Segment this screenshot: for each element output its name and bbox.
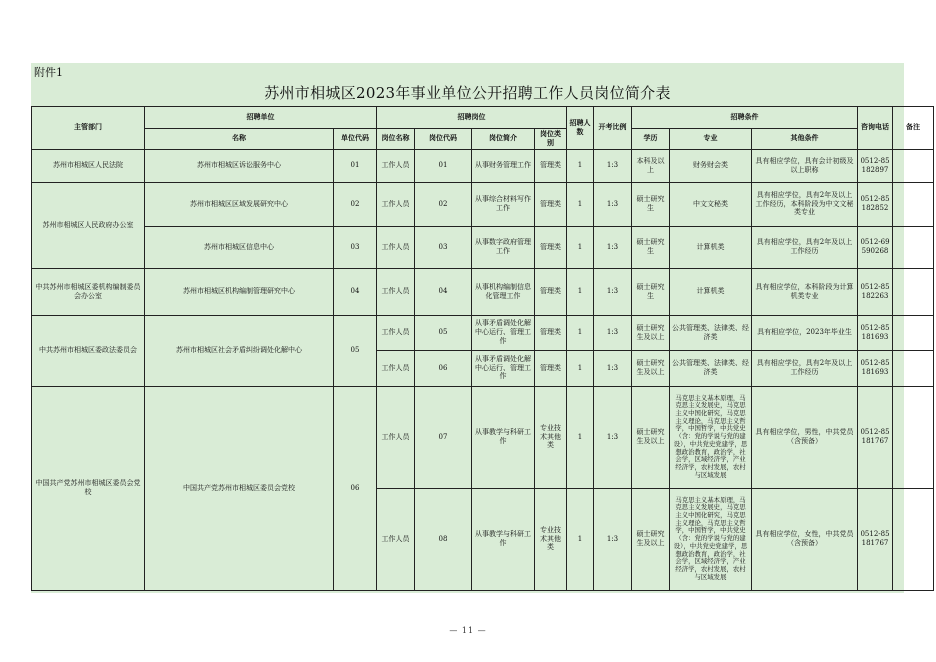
header-unit-group: 招聘单位 [145, 107, 377, 129]
cell-ratio: 1:3 [594, 226, 632, 268]
cell-dept: 中共苏州市相城区委政法委员会 [32, 315, 145, 386]
cell-remark [893, 226, 934, 268]
cell-unit-name: 中国共产党苏州市相城区委员会党校 [145, 386, 334, 590]
cell-post-type: 管理类 [535, 268, 567, 315]
cell-post-type: 专业技术其他类 [535, 488, 567, 590]
table-row [32, 315, 934, 350]
cell-major: 财务财会类 [670, 149, 752, 182]
cell-other: 具有相应学位，具有2年及以上工作经历 [752, 350, 858, 386]
cell-post-name: 工作人员 [377, 268, 415, 315]
cell-post-name: 工作人员 [377, 149, 415, 182]
cell-other: 具有相应学位，2023年毕业生 [752, 315, 858, 350]
cell-other: 具有相应学位，本科阶段为计算机类专业 [752, 268, 858, 315]
cell-count: 1 [567, 488, 594, 590]
cell-major: 马克思主义基本原理，马克思主义发展史，马克思主义中国化研究，马克思主义理论，马克思主义哲学，中国哲学，中共党史（含：党的学说与党的建设），中共党史党建学，思想政治教育，政治学，社会学，区域经济学，产业经济学，农村发展，农村与区域发展 [670, 488, 752, 590]
cell-unit-code: 04 [334, 268, 377, 315]
page-number: — 11 — [449, 626, 487, 635]
cell-major: 马克思主义基本原理，马克思主义发展史，马克思主义中国化研究，马克思主义理论，马克思主义哲学，中国哲学，中共党史（含：党的学说与党的建设），中共党史党建学，思想政治教育，政治学，社会学，区域经济学，产业经济学，农村发展，农村与区域发展 [670, 386, 752, 488]
cell-major: 公共管理类、法律类、经济类 [670, 350, 752, 386]
cell-unit-name: 苏州市相城区区域发展研究中心 [145, 182, 334, 226]
cell-dept: 中共苏州市相城区委机构编制委员会办公室 [32, 268, 145, 315]
cell-post-intro: 从事机构编制信息化管理工作 [472, 268, 535, 315]
header-count: 招聘人数 [567, 107, 594, 150]
cell-post-type: 管理类 [535, 182, 567, 226]
cell-count: 1 [567, 315, 594, 350]
cell-ratio: 1:3 [594, 488, 632, 590]
table-row [32, 182, 934, 226]
cell-count: 1 [567, 226, 594, 268]
cell-post-intro: 从事教学与科研工作 [472, 488, 535, 590]
cell-education: 硕士研究生及以上 [632, 350, 670, 386]
cell-post-code: 03 [415, 226, 472, 268]
cell-education: 硕士研究生及以上 [632, 315, 670, 350]
cell-post-name: 工作人员 [377, 315, 415, 350]
cell-ratio: 1:3 [594, 350, 632, 386]
cell-unit-code: 06 [334, 386, 377, 590]
header-phone: 咨询电话 [858, 107, 893, 150]
cell-post-code: 02 [415, 182, 472, 226]
cell-remark [893, 386, 934, 488]
cell-ratio: 1:3 [594, 182, 632, 226]
cell-ratio: 1:3 [594, 149, 632, 182]
cell-post-type: 专业技术其他类 [535, 386, 567, 488]
header-post-group: 招聘岗位 [377, 107, 567, 129]
header-major: 专业 [670, 129, 752, 150]
cell-post-name: 工作人员 [377, 182, 415, 226]
cell-phone: 0512-85181767 [858, 386, 893, 488]
cell-dept: 中国共产党苏州市相城区委员会党校 [32, 386, 145, 590]
cell-post-intro: 从事财务管理工作 [472, 149, 535, 182]
cell-phone: 0512-85182897 [858, 149, 893, 182]
cell-other: 具有相应学位，女性，中共党员（含预备） [752, 488, 858, 590]
cell-dept: 苏州市相城区人民政府办公室 [32, 182, 145, 268]
cell-remark [893, 350, 934, 386]
attachment-label: 附件1 [34, 66, 63, 79]
page-title: 苏州市相城区2023年事业单位公开招聘工作人员岗位简介表 [264, 84, 671, 102]
cell-other: 具有相应学位，具有2年及以上工作经历，本科阶段为中文文秘类专业 [752, 182, 858, 226]
cell-education: 硕士研究生及以上 [632, 386, 670, 488]
cell-major: 计算机类 [670, 226, 752, 268]
cell-education: 本科及以上 [632, 149, 670, 182]
cell-other: 具有相应学位，具有会计初级及以上职称 [752, 149, 858, 182]
table-row [32, 386, 934, 488]
cell-post-code: 08 [415, 488, 472, 590]
cell-unit-name: 苏州市相城区信息中心 [145, 226, 334, 268]
cell-unit-name: 苏州市相城区诉讼服务中心 [145, 149, 334, 182]
cell-phone: 0512-85182852 [858, 182, 893, 226]
cell-post-intro: 从事矛盾调处化解中心运行、管理工作 [472, 350, 535, 386]
positions-table [31, 106, 934, 591]
cell-unit-code: 05 [334, 315, 377, 386]
cell-phone: 0512-85181693 [858, 350, 893, 386]
header-remark: 备注 [893, 107, 934, 150]
header-other: 其他条件 [752, 129, 858, 150]
cell-unit-code: 01 [334, 149, 377, 182]
cell-major: 中文文秘类 [670, 182, 752, 226]
cell-post-type: 管理类 [535, 149, 567, 182]
cell-remark [893, 268, 934, 315]
cell-post-type: 管理类 [535, 350, 567, 386]
cell-post-name: 工作人员 [377, 350, 415, 386]
header-post-name: 岗位名称 [377, 129, 415, 150]
cell-unit-name: 苏州市相城区机构编制管理研究中心 [145, 268, 334, 315]
cell-phone: 0512-85181767 [858, 488, 893, 590]
cell-count: 1 [567, 182, 594, 226]
cell-ratio: 1:3 [594, 386, 632, 488]
table-row [32, 268, 934, 315]
header-dept: 主管部门 [32, 107, 145, 150]
cell-other: 具有相应学位，男性，中共党员（含预备） [752, 386, 858, 488]
header-ratio: 开考比例 [594, 107, 632, 150]
cell-phone: 0512-69590268 [858, 226, 893, 268]
cell-unit-code: 03 [334, 226, 377, 268]
cell-post-name: 工作人员 [377, 488, 415, 590]
cell-post-intro: 从事综合材料写作工作 [472, 182, 535, 226]
cell-post-name: 工作人员 [377, 226, 415, 268]
cell-major: 公共管理类、法律类、经济类 [670, 315, 752, 350]
cell-post-code: 06 [415, 350, 472, 386]
header-unit-code: 单位代码 [334, 129, 377, 150]
cell-education: 硕士研究生 [632, 268, 670, 315]
cell-count: 1 [567, 350, 594, 386]
cell-post-intro: 从事数字政府管理工作 [472, 226, 535, 268]
cell-education: 硕士研究生 [632, 182, 670, 226]
cell-post-intro: 从事矛盾调处化解中心运行、管理工作 [472, 315, 535, 350]
header-unit-name: 名称 [145, 129, 334, 150]
cell-education: 硕士研究生 [632, 226, 670, 268]
cell-post-name: 工作人员 [377, 386, 415, 488]
header-education: 学历 [632, 129, 670, 150]
cell-post-code: 01 [415, 149, 472, 182]
cell-unit-code: 02 [334, 182, 377, 226]
header-post-intro: 岗位简介 [472, 129, 535, 150]
header-post-type: 岗位类别 [535, 129, 567, 150]
cell-post-intro: 从事教学与科研工作 [472, 386, 535, 488]
cell-ratio: 1:3 [594, 268, 632, 315]
cell-phone: 0512-85182263 [858, 268, 893, 315]
cell-major: 计算机类 [670, 268, 752, 315]
cell-count: 1 [567, 386, 594, 488]
cell-dept: 苏州市相城区人民法院 [32, 149, 145, 182]
header-post-code: 岗位代码 [415, 129, 472, 150]
cell-post-type: 管理类 [535, 315, 567, 350]
cell-other: 具有相应学位，具有2年及以上工作经历 [752, 226, 858, 268]
cell-post-code: 05 [415, 315, 472, 350]
cell-remark [893, 182, 934, 226]
table-row [32, 226, 934, 268]
cell-remark [893, 488, 934, 590]
table-row [32, 149, 934, 182]
cell-phone: 0512-85181693 [858, 315, 893, 350]
cell-count: 1 [567, 149, 594, 182]
cell-unit-name: 苏州市相城区社会矛盾纠纷调处化解中心 [145, 315, 334, 386]
cell-count: 1 [567, 268, 594, 315]
cell-remark [893, 149, 934, 182]
cell-post-type: 管理类 [535, 226, 567, 268]
cell-ratio: 1:3 [594, 315, 632, 350]
cell-post-code: 04 [415, 268, 472, 315]
cell-education: 硕士研究生及以上 [632, 488, 670, 590]
cell-post-code: 07 [415, 386, 472, 488]
cell-remark [893, 315, 934, 350]
header-cond-group: 招聘条件 [632, 107, 858, 129]
